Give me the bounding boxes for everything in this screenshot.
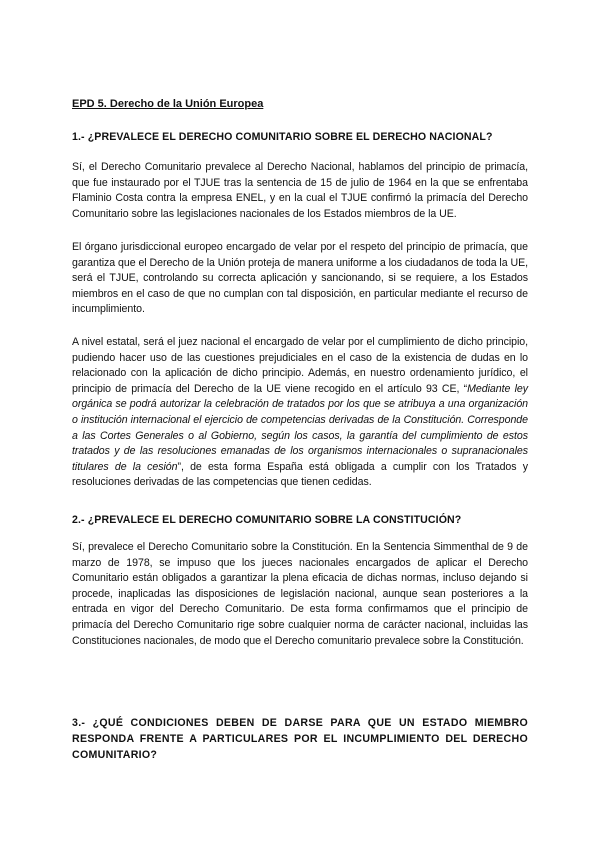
question-2-heading: 2.- ¿PREVALECE EL DERECHO COMUNITARIO SOBRE LA CONSTITUCIÓN? — [72, 514, 462, 526]
question-1-heading: 1.- ¿PREVALECE EL DERECHO COMUNITARIO SOBRE EL DERECHO NACIONAL? — [72, 131, 493, 143]
paragraph-3-intro: A nivel estatal, será el juez nacional el encargado de velar por el cumplimiento de dicho principio, pudiendo hacer uso de las cuestiones prejudiciales en el caso de la existencia de dudas en lo relacionado con la aplicación de dicho principio. Además, en nuestro ordenamiento jurídico, el principio de primacía del Derecho de la UE viene recogido en el artículo 93 CE, “ — [72, 336, 528, 395]
paragraph-3-conclusion: ”, de esta forma España está obligada a cumplir con los Tratados y resoluciones derivadas de las competencias que tienen cedidas. — [72, 460, 528, 489]
answer-2-paragraph: Sí, prevalece el Derecho Comunitario sobre la Constitución. En la Sentencia Simmenthal de 9 de marzo de 1978, se impuso que los jueces nacionales encargados de aplicar el Derecho Comunitario están obligados a garantizar la plena eficacia de dichas normas, incluso dejando si procede, inaplicadas las disposiciones de legislación nacional, aunque sean posteriores a la entrada en vigor del Derecho Comunitario. De esta forma confirmamos que el principio de primacía del Derecho Comunitario rige sobre cualquier norma de carácter nacional, incluidas las Constituciones nacionales, de modo que el Derecho comunitario prevalece sobre la Constitución. — [72, 541, 528, 647]
constitution-article-93-quote: Mediante ley orgánica se podrá autorizar la celebración de tratados por los que se atribuya a una organización o institución internacional el ejercicio de competencias derivadas de la Constitución. Corresponde a las Cortes Generales o al Gobierno, según los casos, la garantía del cumplimiento de estos tratados y de las resoluciones emanadas de los organismos internacionales o supranacionales titulares de la cesión — [72, 382, 528, 473]
answer-1-paragraph-3 — [72, 335, 528, 491]
answer-1-paragraph-2: El órgano jurisdiccional europeo encargado de velar por el respeto del principio de primacía, que garantiza que el Derecho de la Unión proteja de manera uniforme a los ciudadanos de toda la UE, será el TJUE, controlando su correcta aplicación y sancionando, si se requiere, a los Estados miembros en el caso de que no cumplan con tal disposición, en particular mediante el recurso de incumplimiento. — [72, 241, 528, 316]
question-3-heading: 3.- ¿QUÉ CONDICIONES DEBEN DE DARSE PARA QUE UN ESTADO MIEMBRO RESPONDA FRENTE A PARTICULARES POR EL INCUMPLIMIENTO DEL DERECHO COMUNITARIO? — [72, 717, 528, 761]
answer-1-paragraph-1: Sí, el Derecho Comunitario prevalece al Derecho Nacional, hablamos del principio de primacía, que fue instaurado por el TJUE tras la sentencia de 15 de julio de 1964 en la que se enfrentaba Flaminio Costa contra la empresa ENEL, y en la cual el TJUE confirmó la primacía del Derecho Comunitario sobre las legislaciones nacionales de los Estados miembros de la UE. — [72, 161, 528, 220]
document-title: EPD 5. Derecho de la Unión Europea — [72, 98, 264, 110]
